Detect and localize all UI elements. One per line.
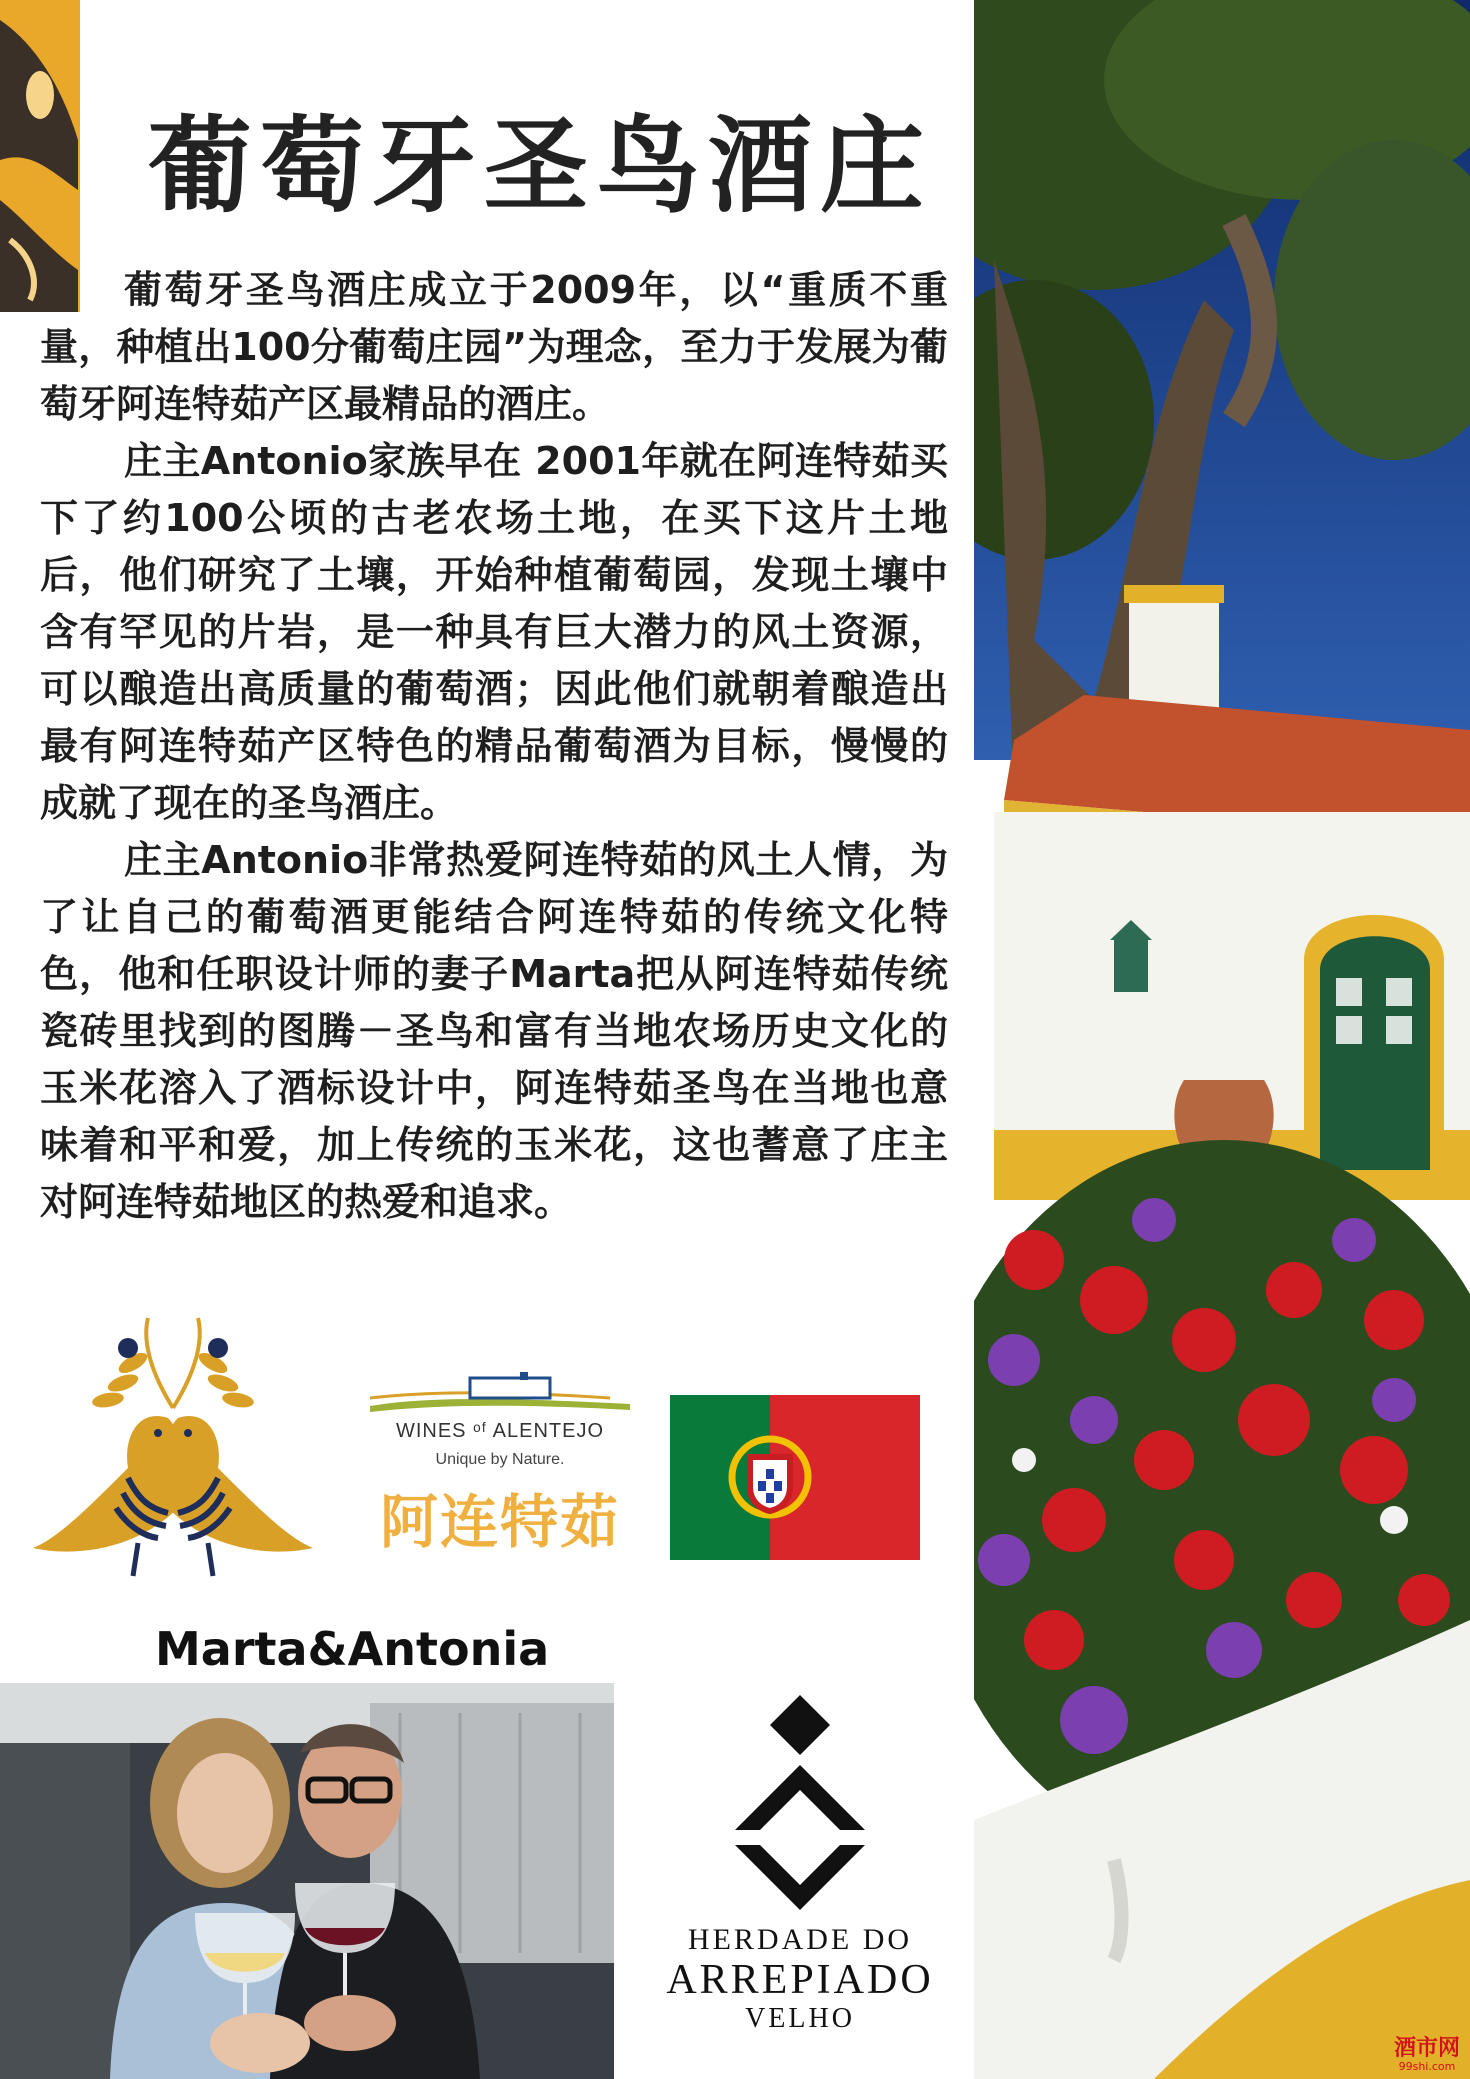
alentejo-chinese-name: 阿连特茹 (379, 1488, 620, 1556)
logos-row (20, 1300, 950, 1590)
paragraph-2: 庄主Antonio家族早在 2001年就在阿连特茹买下了约100公顷的古老农场土地，在买下这片土地后，他们研究了土壤，开始种植葡萄园，发现土壤中含有罕见的片岩，是一种具有巨大潜力的风土资源，可以酿造出高质量的葡萄酒；因此他们就朝着酿造出最有阿连特茹产区特色的精品葡萄酒为目标，慢慢的成就了现在的圣鸟酒庄。 (40, 439, 948, 825)
watermark-url: 99shi.com (1398, 2060, 1456, 2073)
herdade-line3: VELHO (745, 2003, 855, 2034)
herdade-line1: HERDADE DO (687, 1923, 913, 1956)
diamond-emblem-icon (720, 1685, 880, 1915)
wines-of-alentejo-logo (350, 1370, 650, 1580)
couple-caption: Marta&Antonia (155, 1622, 550, 1676)
herdade-line2: ARREPIADO (666, 1957, 934, 2003)
watermark-name: 酒市网 (1393, 2036, 1460, 2061)
sacred-birds-logo (28, 1308, 318, 1584)
estate-house-photo (974, 0, 1470, 2079)
alentejo-wines-text: WINES ᵒᶠ ALENTEJO (395, 1420, 605, 1442)
herdade-logo (640, 1685, 960, 2079)
page-title: 葡萄牙圣鸟酒庄 (147, 105, 932, 227)
portugal-flag-icon (670, 1395, 920, 1560)
paragraph-3: 庄主Antonio非常热爱阿连特茹的风土人情，为了让自己的葡萄酒更能结合阿连特茹的传统文化特色，他和任职设计师的妻子Marta把从阿连特茹传统瓷砖里找到的图腾－圣鸟和富有当地农场历史文化的玉米花溶入了酒标设计中，阿连特茹圣鸟在当地也意味着和平和爱，加上传统的玉米花，这也蓍意了庄主对阿连特茹地区的热爱和追求。 (40, 838, 948, 1224)
alentejo-tagline: Unique by Nature. (435, 1451, 565, 1468)
site-watermark (1394, 2031, 1460, 2073)
owners-photo (0, 1683, 614, 2079)
landscape-strip-icon (370, 1370, 630, 1416)
intro-text (40, 262, 948, 1231)
paragraph-1: 葡萄牙圣鸟酒庄成立于2009年，以“重质不重量，种植出100分葡萄庄园”为理念，至力于发展为葡萄牙阿连特茹产区最精品的酒庄。 (40, 268, 948, 426)
